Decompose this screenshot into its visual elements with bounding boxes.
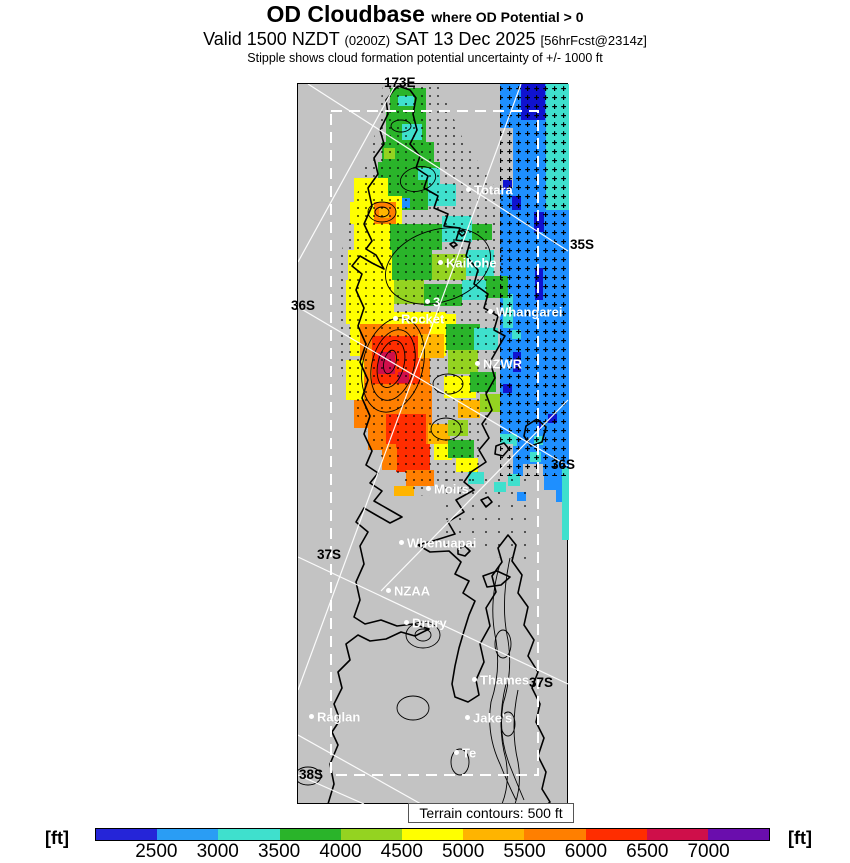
site-label: Moirs bbox=[434, 481, 469, 497]
colorbar-segment bbox=[463, 829, 524, 840]
site-dot bbox=[472, 677, 477, 682]
colorbar-tick-label: 6000 bbox=[564, 841, 608, 862]
site-label: NZAA bbox=[394, 583, 431, 599]
cloudbase-cell bbox=[562, 468, 569, 540]
site-marker-nzwr bbox=[475, 355, 522, 373]
site-marker-te bbox=[454, 744, 476, 762]
colorbar-unit-right: [ft] bbox=[788, 828, 812, 848]
site-marker-drury bbox=[404, 614, 447, 632]
site-marker-thames bbox=[472, 671, 529, 689]
site-dot bbox=[404, 620, 409, 625]
terrain-contours-label: Terrain contours: 500 ft bbox=[419, 805, 563, 821]
colorbar-segment bbox=[157, 829, 218, 840]
site-marker-raglan bbox=[309, 708, 360, 726]
map-graphics bbox=[298, 84, 569, 804]
colorbar-segment bbox=[586, 829, 647, 840]
colorbar-tick-label: 4500 bbox=[380, 841, 423, 862]
forecast-map bbox=[291, 75, 595, 804]
site-marker-kaikohe bbox=[438, 254, 497, 272]
graticule-label: 38S bbox=[299, 767, 324, 782]
site-label: Jake's bbox=[473, 710, 513, 726]
site-marker-3 bbox=[425, 293, 440, 311]
site-dot bbox=[465, 715, 470, 720]
site-label: NZWR bbox=[483, 356, 522, 372]
site-dot bbox=[454, 750, 459, 755]
site-marker-jake-s bbox=[465, 709, 512, 727]
zulu-label: (0200Z) bbox=[344, 33, 391, 48]
title-block bbox=[0, 2, 850, 66]
colorbar-segment bbox=[524, 829, 585, 840]
colorbar bbox=[95, 828, 770, 841]
graticule-label: 37S bbox=[529, 675, 554, 690]
colorbar-tick-label: 3500 bbox=[257, 841, 301, 862]
page-title bbox=[0, 2, 850, 29]
title-qualifier: where OD Potential > 0 bbox=[431, 9, 584, 25]
colorbar-tick-label: 3000 bbox=[196, 841, 239, 862]
site-label: Rocket bbox=[401, 311, 445, 327]
colorbar-segment bbox=[280, 829, 341, 840]
site-dot bbox=[309, 714, 314, 719]
colorbar-tick-label: 6500 bbox=[626, 841, 669, 862]
forecast-hour-label: [56hrFcst@2314z] bbox=[540, 33, 647, 48]
title-main: OD Cloudbase bbox=[266, 1, 425, 27]
site-dot bbox=[466, 187, 471, 192]
site-marker-whangarei bbox=[488, 303, 562, 321]
graticule-label: 35S bbox=[570, 237, 595, 252]
terrain-contours-box bbox=[408, 803, 574, 823]
colorbar-unit-left: [ft] bbox=[45, 828, 69, 848]
colorbar-segment bbox=[96, 829, 157, 840]
colorbar-tick-label: 7000 bbox=[687, 841, 730, 862]
cloudbase-cell bbox=[544, 476, 556, 490]
site-label: Raglan bbox=[317, 709, 361, 725]
site-label: Te bbox=[462, 745, 477, 761]
site-marker-moirs bbox=[426, 480, 469, 498]
site-dot bbox=[393, 316, 398, 321]
stipple-region bbox=[500, 84, 569, 476]
site-label: Kaikohe bbox=[446, 255, 497, 271]
site-marker-rocket bbox=[393, 310, 444, 328]
site-label: Totara bbox=[474, 182, 513, 198]
colorbar-tick-label: 4000 bbox=[319, 841, 362, 862]
site-label: 3 bbox=[433, 294, 441, 310]
colorbar-segment bbox=[647, 829, 708, 840]
site-marker-totara bbox=[466, 181, 513, 199]
site-dot bbox=[426, 486, 431, 491]
colorbar-tick-label: 5000 bbox=[442, 841, 485, 862]
site-dot bbox=[386, 588, 391, 593]
site-label: Drury bbox=[412, 615, 447, 631]
colorbar-segment bbox=[708, 829, 769, 840]
site-label: Whangarei bbox=[496, 304, 563, 320]
graticule-label: 173E bbox=[384, 75, 416, 90]
site-dot bbox=[399, 540, 404, 545]
site-dot bbox=[425, 299, 430, 304]
colorbar-tick-label: 5500 bbox=[503, 841, 546, 862]
valid-time-line bbox=[0, 29, 850, 51]
graticule-label: 37S bbox=[317, 547, 342, 562]
colorbar-tick-label: 2500 bbox=[135, 841, 178, 862]
site-dot bbox=[475, 361, 480, 366]
colorbar-segment bbox=[218, 829, 279, 840]
graticule-label: 36S bbox=[291, 298, 316, 313]
site-marker-nzaa bbox=[386, 582, 430, 600]
colorbar-segment bbox=[402, 829, 463, 840]
date-label: SAT 13 Dec 2025 bbox=[395, 29, 536, 49]
colorbar-segment bbox=[341, 829, 402, 840]
graticule-label: 36S bbox=[551, 457, 576, 472]
site-dot bbox=[438, 260, 443, 265]
site-label: Thames bbox=[480, 672, 530, 688]
site-marker-whenuapai bbox=[399, 534, 476, 552]
stipple-note: Stipple shows cloud formation potential uncertainty of +/- 1000 ft bbox=[247, 51, 603, 65]
site-label: Whenuapai bbox=[407, 535, 477, 551]
site-dot bbox=[488, 309, 493, 314]
valid-label: Valid 1500 NZDT bbox=[203, 29, 340, 49]
